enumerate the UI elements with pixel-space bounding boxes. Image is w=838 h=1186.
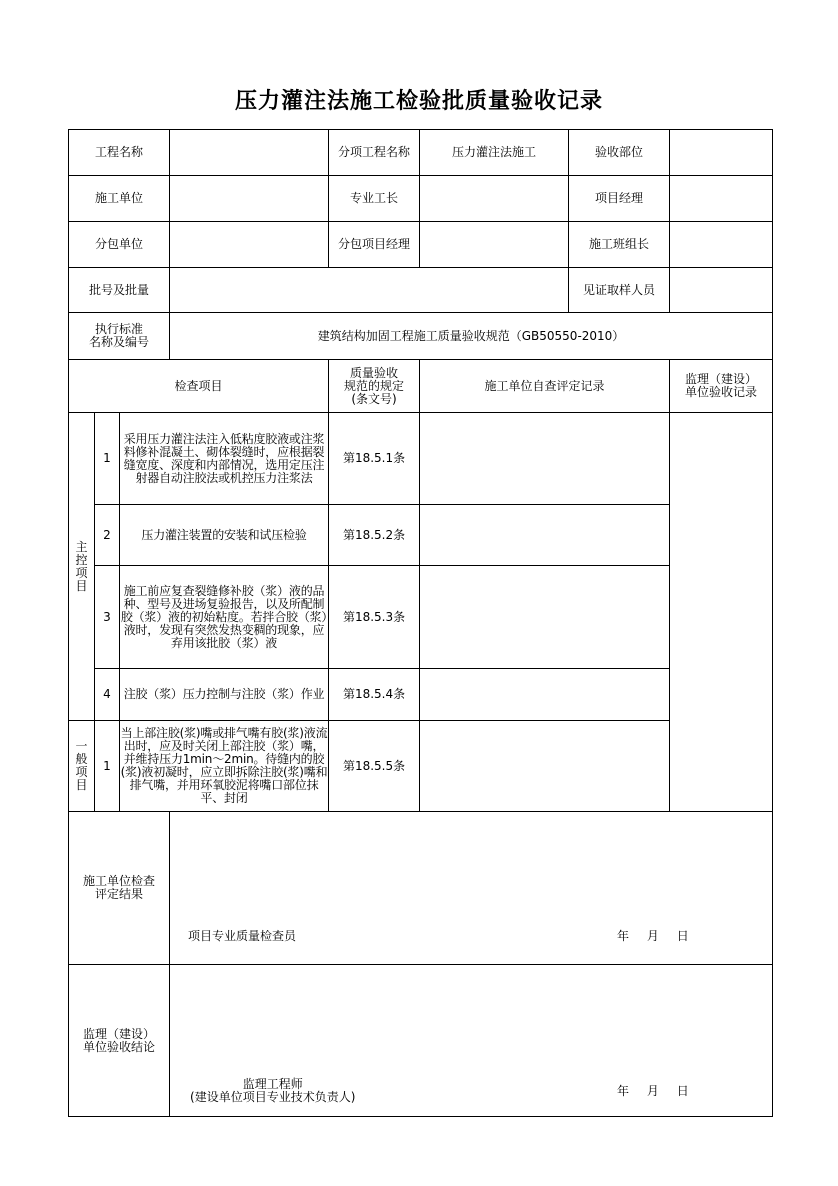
self-eval-field[interactable]: [420, 669, 670, 721]
acceptance-part-field[interactable]: [670, 130, 773, 176]
construction-unit-label: 施工单位: [69, 176, 170, 222]
item-clause: 第18.5.5条: [329, 721, 420, 812]
construction-unit-field[interactable]: [170, 176, 329, 222]
month-label: 月: [646, 1084, 659, 1098]
sub-project-label: 分项工程名称: [329, 130, 420, 176]
project-name-field[interactable]: [170, 130, 329, 176]
check-item-header: 检查项目: [69, 360, 329, 413]
item-description: 采用压力灌注法注入低粘度胶液或注浆料修补混凝土、砌体裂缝时，应根据裂缝宽度、深度和内部情况，选用定压注射器自动注胶法或机控压力注浆法: [120, 413, 329, 505]
spec-header-line-1: 质量验收: [350, 365, 399, 380]
construction-result-label-line-2: 评定结果: [95, 887, 144, 901]
acceptance-part-label: 验收部位: [569, 130, 670, 176]
main-item-row: [69, 566, 773, 669]
month-label: 月: [646, 929, 659, 943]
construction-date: [617, 930, 689, 943]
row-column-headers: [69, 360, 773, 413]
construction-result-field[interactable]: [170, 812, 773, 965]
supervision-engineer-line-1: 监理工程师: [242, 1077, 303, 1091]
self-eval-field[interactable]: [420, 505, 670, 566]
supervision-result-label: [69, 965, 170, 1117]
supervision-date: [617, 1085, 689, 1098]
team-leader-field[interactable]: [670, 222, 773, 268]
self-eval-field[interactable]: [420, 721, 670, 812]
inspection-form-table: [68, 129, 773, 1117]
self-eval-field[interactable]: [420, 566, 670, 669]
self-eval-header: 施工单位自查评定记录: [420, 360, 670, 413]
construction-result-row: [69, 812, 773, 965]
subcontract-unit-field[interactable]: [170, 222, 329, 268]
supervision-record-header: [670, 360, 773, 413]
project-manager-label: 项目经理: [569, 176, 670, 222]
item-description: 当上部注胶(浆)嘴或排气嘴有胶(浆)液流出时，应及时关闭上部注胶（浆）嘴，并维持压力1min～2min。待缝内的胶(浆)液初凝时，应立即拆除注胶(浆)嘴和排气嘴，并用环氧胶泥将嘴口部位抹平、封闭: [120, 721, 329, 812]
supervision-record-field[interactable]: [670, 413, 773, 812]
item-clause: 第18.5.4条: [329, 669, 420, 721]
item-clause: 第18.5.3条: [329, 566, 420, 669]
witness-field[interactable]: [670, 268, 773, 313]
main-item-row: [69, 505, 773, 566]
day-label: 日: [676, 929, 689, 943]
supervision-engineer-line-2: (建设单位项目专业技术负责人): [190, 1090, 356, 1104]
year-label: 年: [617, 929, 630, 943]
row-standard: [69, 313, 773, 360]
subcontract-unit-label: 分包单位: [69, 222, 170, 268]
batch-label: 批号及批量: [69, 268, 170, 313]
spec-header-line-2: 规范的规定: [344, 378, 405, 393]
sub-project-field[interactable]: 压力灌注法施工: [420, 130, 569, 176]
item-number: 1: [95, 413, 120, 505]
item-number: 2: [95, 505, 120, 566]
main-item-row: [69, 669, 773, 721]
supervision-result-label-line-2: 单位验收结论: [83, 1039, 156, 1054]
day-label: 日: [676, 1084, 689, 1098]
project-name-label: 工程名称: [69, 130, 170, 176]
standard-label-line-2: 名称及编号: [89, 335, 150, 349]
supervision-header-line-2: 单位验收记录: [685, 385, 758, 399]
main-control-group-label: 主控项目: [69, 413, 95, 721]
standard-label-line-1: 执行标准: [95, 322, 144, 336]
item-number: 3: [95, 566, 120, 669]
row-subcontract-unit: [69, 222, 773, 268]
year-label: 年: [617, 1084, 630, 1098]
foreman-label: 专业工长: [329, 176, 420, 222]
supervision-result-label-line-1: 监理（建设）: [83, 1026, 156, 1041]
supervision-header-line-1: 监理（建设）: [685, 372, 758, 386]
subcontract-manager-label: 分包项目经理: [329, 222, 420, 268]
standard-label: [69, 313, 170, 360]
item-description: 施工前应复查裂缝修补胶（浆）液的品种、型号及进场复验报告，以及所配制胶（浆）液的初始粘度。若拌合胶（浆）液时，发现有突然发热变稠的现象，应弃用该批胶（浆）液: [120, 566, 329, 669]
item-clause: 第18.5.2条: [329, 505, 420, 566]
team-leader-label: 施工班组长: [569, 222, 670, 268]
form-title: 压力灌注法施工检验批质量验收记录: [234, 89, 603, 114]
spec-clause-header: [329, 360, 420, 413]
standard-value: 建筑结构加固工程施工质量验收规范（GB50550-2010）: [170, 313, 773, 360]
subcontract-manager-field[interactable]: [420, 222, 569, 268]
construction-result-label: [69, 812, 170, 965]
supervision-result-row: [69, 965, 773, 1117]
general-item-row: [69, 721, 773, 812]
project-manager-field[interactable]: [670, 176, 773, 222]
general-group-label: 一般项目: [69, 721, 95, 812]
item-number: 1: [95, 721, 120, 812]
item-description: 注胶（浆）压力控制与注胶（浆）作业: [120, 669, 329, 721]
item-number: 4: [95, 669, 120, 721]
quality-inspector-label: 项目专业质量检查员: [188, 929, 297, 943]
witness-label: 见证取样人员: [569, 268, 670, 313]
foreman-field[interactable]: [420, 176, 569, 222]
item-clause: 第18.5.1条: [329, 413, 420, 505]
item-description: 压力灌注装置的安装和试压检验: [120, 505, 329, 566]
construction-result-label-line-1: 施工单位检查: [83, 874, 156, 888]
spec-header-line-3: (条文号): [351, 391, 397, 406]
row-project-name: [69, 130, 773, 176]
supervision-engineer-label: [190, 1078, 355, 1104]
batch-field[interactable]: [170, 268, 569, 313]
supervision-result-field[interactable]: [170, 965, 773, 1117]
main-item-row: [69, 413, 773, 505]
self-eval-field[interactable]: [420, 413, 670, 505]
row-batch: [69, 268, 773, 313]
row-construction-unit: [69, 176, 773, 222]
